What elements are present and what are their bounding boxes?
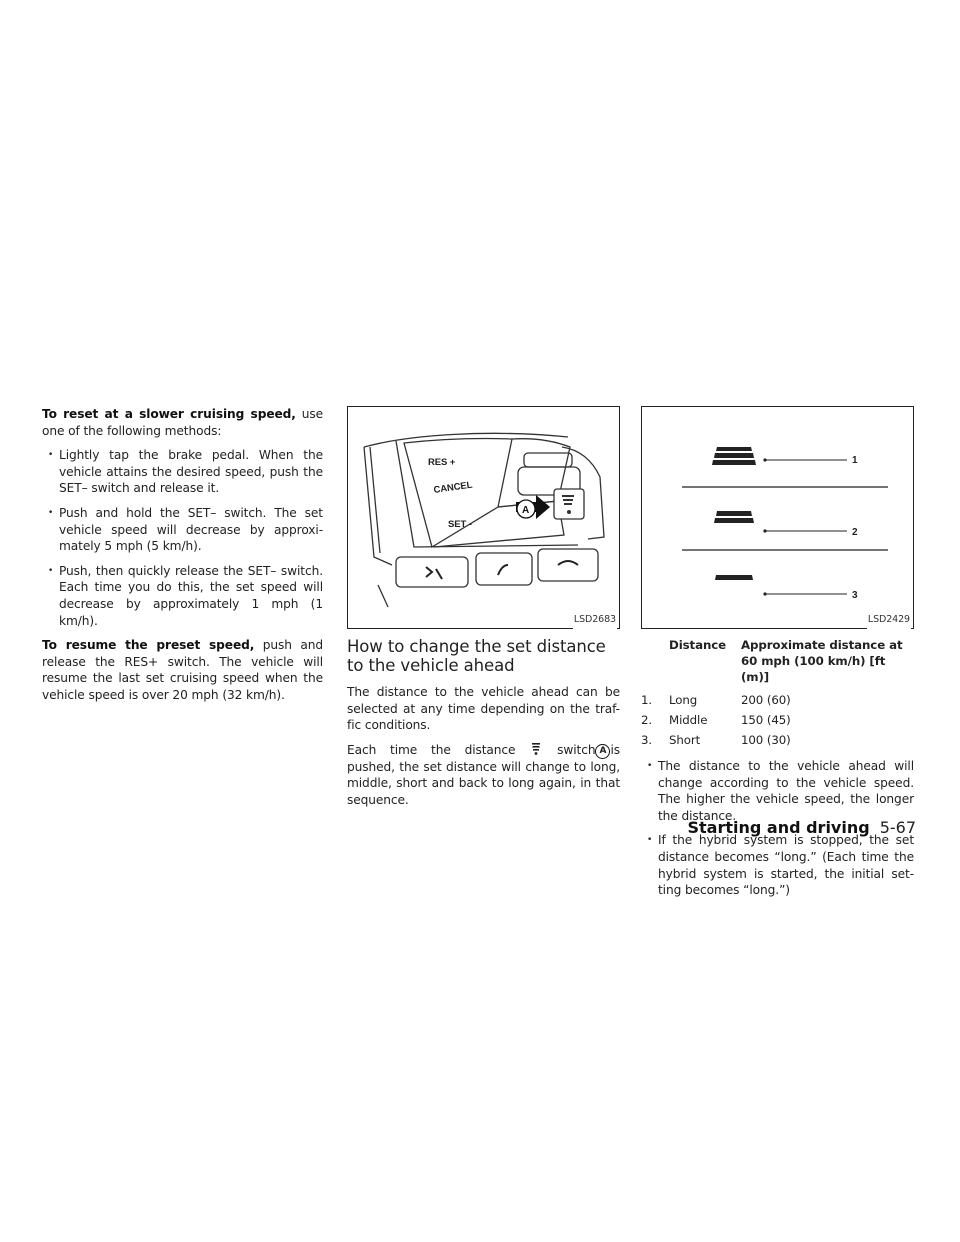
- steering-switch-figure: [347, 406, 620, 629]
- list-item: • Lightly tap the brake pedal. When the vehicle attains the desired speed, push the SET– switch and release it.: [42, 447, 323, 497]
- row-distance-name: Middle: [669, 713, 708, 727]
- section-name: Starting and driving: [687, 818, 870, 837]
- callout-3-label: 3: [852, 590, 858, 601]
- row-distance-name: Long: [669, 693, 698, 707]
- approx-distance-column-header: Approximate distance at 60 mph (100 km/h) [ft (m)]: [741, 638, 903, 684]
- section-heading: How to change the set distance to the vehicle ahead: [347, 637, 606, 675]
- row-distance-name: Short: [669, 733, 701, 747]
- list-item: • Push and hold the SET– switch. The set vehicle speed will decrease by approxi- mately 5 mph (5 km/h).: [42, 505, 323, 555]
- distance-settings-figure: [641, 406, 914, 629]
- steering-switch-illustration: [348, 407, 619, 628]
- row-distance-value: 100 (30): [741, 733, 791, 747]
- p2-text-b: switch: [557, 742, 596, 757]
- list-item: • The distance to the vehicle ahead will change according to the vehicle speed. The higher the vehicle speed, the longer the distance.: [641, 758, 914, 824]
- set-switch-label: SET -: [448, 519, 472, 530]
- res-switch-label: RES +: [428, 457, 456, 468]
- column-left: [42, 406, 323, 712]
- p2-text-a: Each time the distance: [347, 742, 516, 757]
- callout-a-icon: A: [595, 744, 610, 759]
- list-item: • If the hybrid system is stopped, the set distance becomes “long.” (Each time the hybrid system is started, the initial set- ting becomes “long.”): [641, 832, 914, 898]
- callout-a-label: A: [522, 505, 530, 516]
- middle-distance-bars: [714, 511, 754, 523]
- reset-slower-text: use one of the following methods:: [42, 407, 324, 438]
- callout-1-label: 1: [852, 455, 858, 466]
- distance-table: [641, 637, 913, 752]
- row-distance-value: 150 (45): [741, 713, 791, 727]
- table-row: [641, 712, 913, 732]
- distance-column-header: Distance: [669, 638, 727, 652]
- reset-slower-heading: To reset at a slower cruising speed,: [42, 407, 296, 421]
- row-distance-value: 200 (60): [741, 693, 791, 707]
- p2-text-c: is pushed, the set distance will change to long, middle, short and back to long again, in that sequence.: [347, 742, 620, 807]
- resume-text: push and release the RES+ switch. The vehicle will resume the last set cruising speed when the vehicle speed is over 20 mph (32 km/h).: [42, 638, 323, 702]
- distance-bars-illustration: [642, 407, 913, 628]
- page-footer: [687, 818, 916, 837]
- long-distance-bars: [712, 447, 756, 465]
- row-number: 3.: [641, 733, 653, 747]
- list-item: • Push, then quickly release the SET– switch. Each time you do this, the set speed will decrease by approximately 1 mph (1 km/h).: [42, 563, 323, 629]
- callout-2-label: 2: [852, 527, 858, 538]
- resume-heading: To resume the preset speed,: [42, 638, 255, 653]
- figure-code: LSD2683: [573, 612, 617, 629]
- distance-switch-icon: [529, 742, 543, 756]
- short-distance-bars: [715, 575, 753, 580]
- figure-code: LSD2429: [867, 612, 911, 629]
- table-row: [641, 732, 913, 752]
- reset-slower-paragraph: [42, 406, 323, 439]
- reset-methods-list: [42, 447, 323, 629]
- resume-paragraph: [42, 637, 323, 703]
- distance-intro-paragraph: The distance to the vehicle ahead can be selected at any time depending on the traf- fic conditions.: [347, 685, 620, 733]
- row-number: 1.: [641, 693, 653, 707]
- page-number: 5-67: [879, 818, 916, 837]
- column-middle: [347, 406, 620, 817]
- cancel-switch-label: CANCEL: [432, 479, 474, 496]
- distance-switch-paragraph: [347, 742, 620, 809]
- row-number: 2.: [641, 713, 653, 727]
- table-row: [641, 692, 913, 712]
